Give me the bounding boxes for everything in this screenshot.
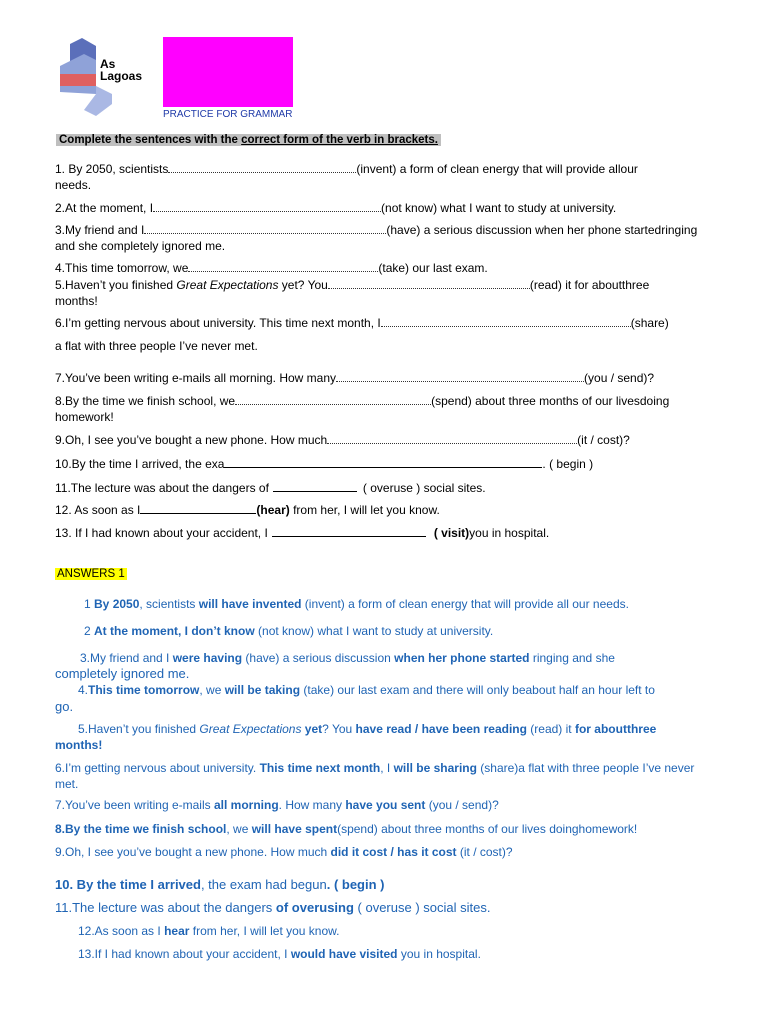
question-text: from her, I will let you know. <box>289 503 440 517</box>
question-text: (not know) what I want to study at university. <box>381 201 617 215</box>
question-5-cont: months! <box>55 294 98 308</box>
question-3 <box>55 223 697 238</box>
book-title: Great Expectations <box>176 278 279 292</box>
verb-hint: (hear) <box>256 503 290 517</box>
question-5 <box>55 278 649 293</box>
answer-bold: would have visited <box>290 947 398 961</box>
answer-bold: 10. By the time I arrived <box>55 877 201 892</box>
question-text: (spend) about three months of our livesdoing <box>431 394 670 408</box>
answer-blank[interactable] <box>273 481 357 492</box>
question-10 <box>55 457 593 472</box>
answer-4-cont: go. <box>55 699 74 714</box>
answer-blank[interactable] <box>140 503 256 514</box>
instruction-emphasis: correct form of the verb in brackets. <box>241 134 438 146</box>
answer-bold: yet <box>301 722 323 736</box>
answer-text: , the exam had begun <box>200 877 327 892</box>
answer-bold: hear <box>164 924 190 938</box>
answer-text: 9.Oh, I see you’ve bought a new phone. How much <box>55 845 331 859</box>
question-13 <box>55 526 549 541</box>
answer-5 <box>78 721 656 737</box>
question-9 <box>55 433 630 448</box>
answer-bold: of overusing <box>275 900 354 915</box>
answer-text: 6.I’m getting nervous about university. <box>55 761 260 775</box>
answer-number: 1 <box>84 597 95 611</box>
answer-blank[interactable] <box>336 371 584 382</box>
question-text: . ( begin ) <box>542 457 594 471</box>
answer-3-cont: completely ignored me. <box>55 666 190 681</box>
question-text: yet? You <box>278 278 328 292</box>
answer-bold: when her phone started <box>394 651 530 665</box>
answer-7 <box>55 797 499 813</box>
question-text: 8.By the time we finish school, we <box>55 394 236 408</box>
answer-5-cont: months! <box>55 738 103 752</box>
question-text: (share) <box>630 316 669 330</box>
question-text: 12. As soon as I <box>55 503 141 517</box>
answer-text: (read) it <box>526 722 575 736</box>
question-text: (invent) a form of clean energy that will provide allour <box>356 162 638 176</box>
page-subtitle: PRACTICE FOR GRAMMAR <box>163 109 293 120</box>
answer-number: 2 <box>84 624 95 638</box>
answer-bold: By 2050 <box>94 597 140 611</box>
question-text: 3.My friend and I <box>55 223 145 237</box>
school-logo <box>56 38 166 118</box>
question-text: 2.At the moment, I <box>55 201 154 215</box>
question-text: you in hospital. <box>469 526 550 540</box>
answer-blank[interactable] <box>188 261 378 272</box>
answer-bold: will have spent <box>251 822 338 836</box>
answer-bold: This time tomorrow <box>88 683 200 697</box>
answer-text: (it / cost)? <box>456 845 513 859</box>
question-text: (take) our last exam. <box>378 261 488 275</box>
answer-text: from her, I will let you know. <box>189 924 340 938</box>
question-text: (it / cost)? <box>577 433 630 447</box>
answer-bold: have you sent <box>345 798 426 812</box>
answer-text: , we <box>199 683 225 697</box>
answer-text: (have) a serious discussion <box>242 651 395 665</box>
question-2 <box>55 201 616 216</box>
answer-text: (take) our last exam and there will only beabout half an hour left to <box>300 683 655 697</box>
question-text: 11.The lecture was about the dangers of <box>55 481 269 495</box>
answer-3 <box>80 650 615 666</box>
answer-12 <box>78 923 339 939</box>
answer-blank[interactable] <box>224 457 542 468</box>
question-7 <box>55 371 654 386</box>
question-4 <box>55 261 488 276</box>
answer-text: 5.Haven’t you finished <box>78 722 200 736</box>
answer-number: 4. <box>78 683 89 697</box>
question-text: 10.By the time I arrived, the exa <box>55 457 225 471</box>
answer-1 <box>84 596 629 612</box>
answer-bold: will be sharing <box>393 761 477 775</box>
answer-text: 13.If I had known about your accident, I <box>78 947 291 961</box>
answer-bold: 8.By the time we finish school <box>55 822 227 836</box>
question-text: (have) a serious discussion when her phone startedringing <box>386 223 698 237</box>
answer-bold: have read / have been reading <box>355 722 527 736</box>
answer-6-cont: met. <box>55 777 79 791</box>
answers-heading: ANSWERS 1 <box>57 568 125 580</box>
answer-blank[interactable] <box>327 433 577 444</box>
question-6 <box>55 316 669 331</box>
question-text: (read) it for aboutthree <box>529 278 650 292</box>
question-text: 5.Haven’t you finished <box>55 278 177 292</box>
question-8-cont: homework! <box>55 410 114 424</box>
book-title: Great Expectations <box>199 722 302 736</box>
question-6-cont: a flat with three people I’ve never met. <box>55 339 258 353</box>
question-1 <box>55 162 638 177</box>
title-color-block <box>163 37 293 107</box>
verb-hint: ( visit) <box>433 526 470 540</box>
answer-bold: This time next month <box>259 761 381 775</box>
question-text: 6.I’m getting nervous about university. This time next month, I <box>55 316 381 330</box>
answer-bold: did it cost / has it cost <box>330 845 457 859</box>
answer-bold: all morning <box>213 798 279 812</box>
answer-text: (you / send)? <box>425 798 499 812</box>
question-text: 4.This time tomorrow, we <box>55 261 189 275</box>
answer-text: . How many <box>278 798 346 812</box>
question-text: 13. If I had known about your accident, I <box>55 526 268 540</box>
answer-text: , scientists <box>139 597 199 611</box>
answer-blank[interactable] <box>168 162 356 173</box>
answer-text: 3.My friend and I <box>80 651 173 665</box>
question-text: 1. By 2050, scientists <box>55 162 169 176</box>
answer-text: ? You <box>322 722 356 736</box>
question-text: ( overuse ) social sites. <box>362 481 486 495</box>
answer-6 <box>55 760 694 776</box>
instructions <box>56 134 441 146</box>
logo-text-line2: Lagoas <box>100 69 143 83</box>
answer-bold: . ( begin ) <box>326 877 385 892</box>
answer-text: (not know) what I want to study at university. <box>254 624 494 638</box>
question-1-cont: needs. <box>55 178 92 192</box>
answer-text: (spend) about three months of our lives doinghomework! <box>337 822 638 836</box>
answer-text: ( overuse ) social sites. <box>353 900 491 915</box>
question-11 <box>55 481 486 496</box>
answer-bold: At the moment, I don’t know <box>94 624 255 638</box>
answer-text: ringing and she <box>529 651 615 665</box>
answer-text: 7.You’ve been writing e-mails <box>55 798 214 812</box>
answer-blank[interactable] <box>153 201 381 212</box>
answer-bold: will have invented <box>198 597 302 611</box>
question-text: (you / send)? <box>584 371 655 385</box>
answer-bold: were having <box>172 651 243 665</box>
question-text: 9.Oh, I see you’ve bought a new phone. How much <box>55 433 328 447</box>
answer-9 <box>55 844 513 860</box>
answer-blank[interactable] <box>235 394 431 405</box>
answer-11 <box>55 900 490 916</box>
answer-bold: for aboutthree <box>574 722 657 736</box>
question-12 <box>55 503 440 518</box>
answer-blank[interactable] <box>272 526 426 537</box>
answer-text: you in hospital. <box>397 947 481 961</box>
answer-blank[interactable] <box>144 223 386 234</box>
answer-4 <box>78 682 655 698</box>
question-text: 7.You’ve been writing e-mails all morning. How many <box>55 371 337 385</box>
instruction-text: Complete the sentences with the <box>59 134 242 146</box>
answer-text: (invent) a form of clean energy that will provide all our needs. <box>301 597 629 611</box>
answer-10 <box>55 877 385 893</box>
answer-13 <box>78 946 481 962</box>
answer-text: 12.As soon as I <box>78 924 165 938</box>
answer-text: 11.The lecture was about the dangers <box>55 900 276 915</box>
answer-text: , I <box>380 761 394 775</box>
answer-8 <box>55 821 637 837</box>
answer-bold: will be taking <box>224 683 301 697</box>
question-8 <box>55 394 669 409</box>
logo-text-line1: As <box>100 57 116 71</box>
answer-2 <box>84 623 493 639</box>
answer-blank[interactable] <box>381 316 631 327</box>
question-3-cont: and she completely ignored me. <box>55 239 226 253</box>
answer-text: (share)a flat with three people I’ve never <box>476 761 695 775</box>
answer-text: , we <box>226 822 252 836</box>
answer-blank[interactable] <box>328 278 530 289</box>
